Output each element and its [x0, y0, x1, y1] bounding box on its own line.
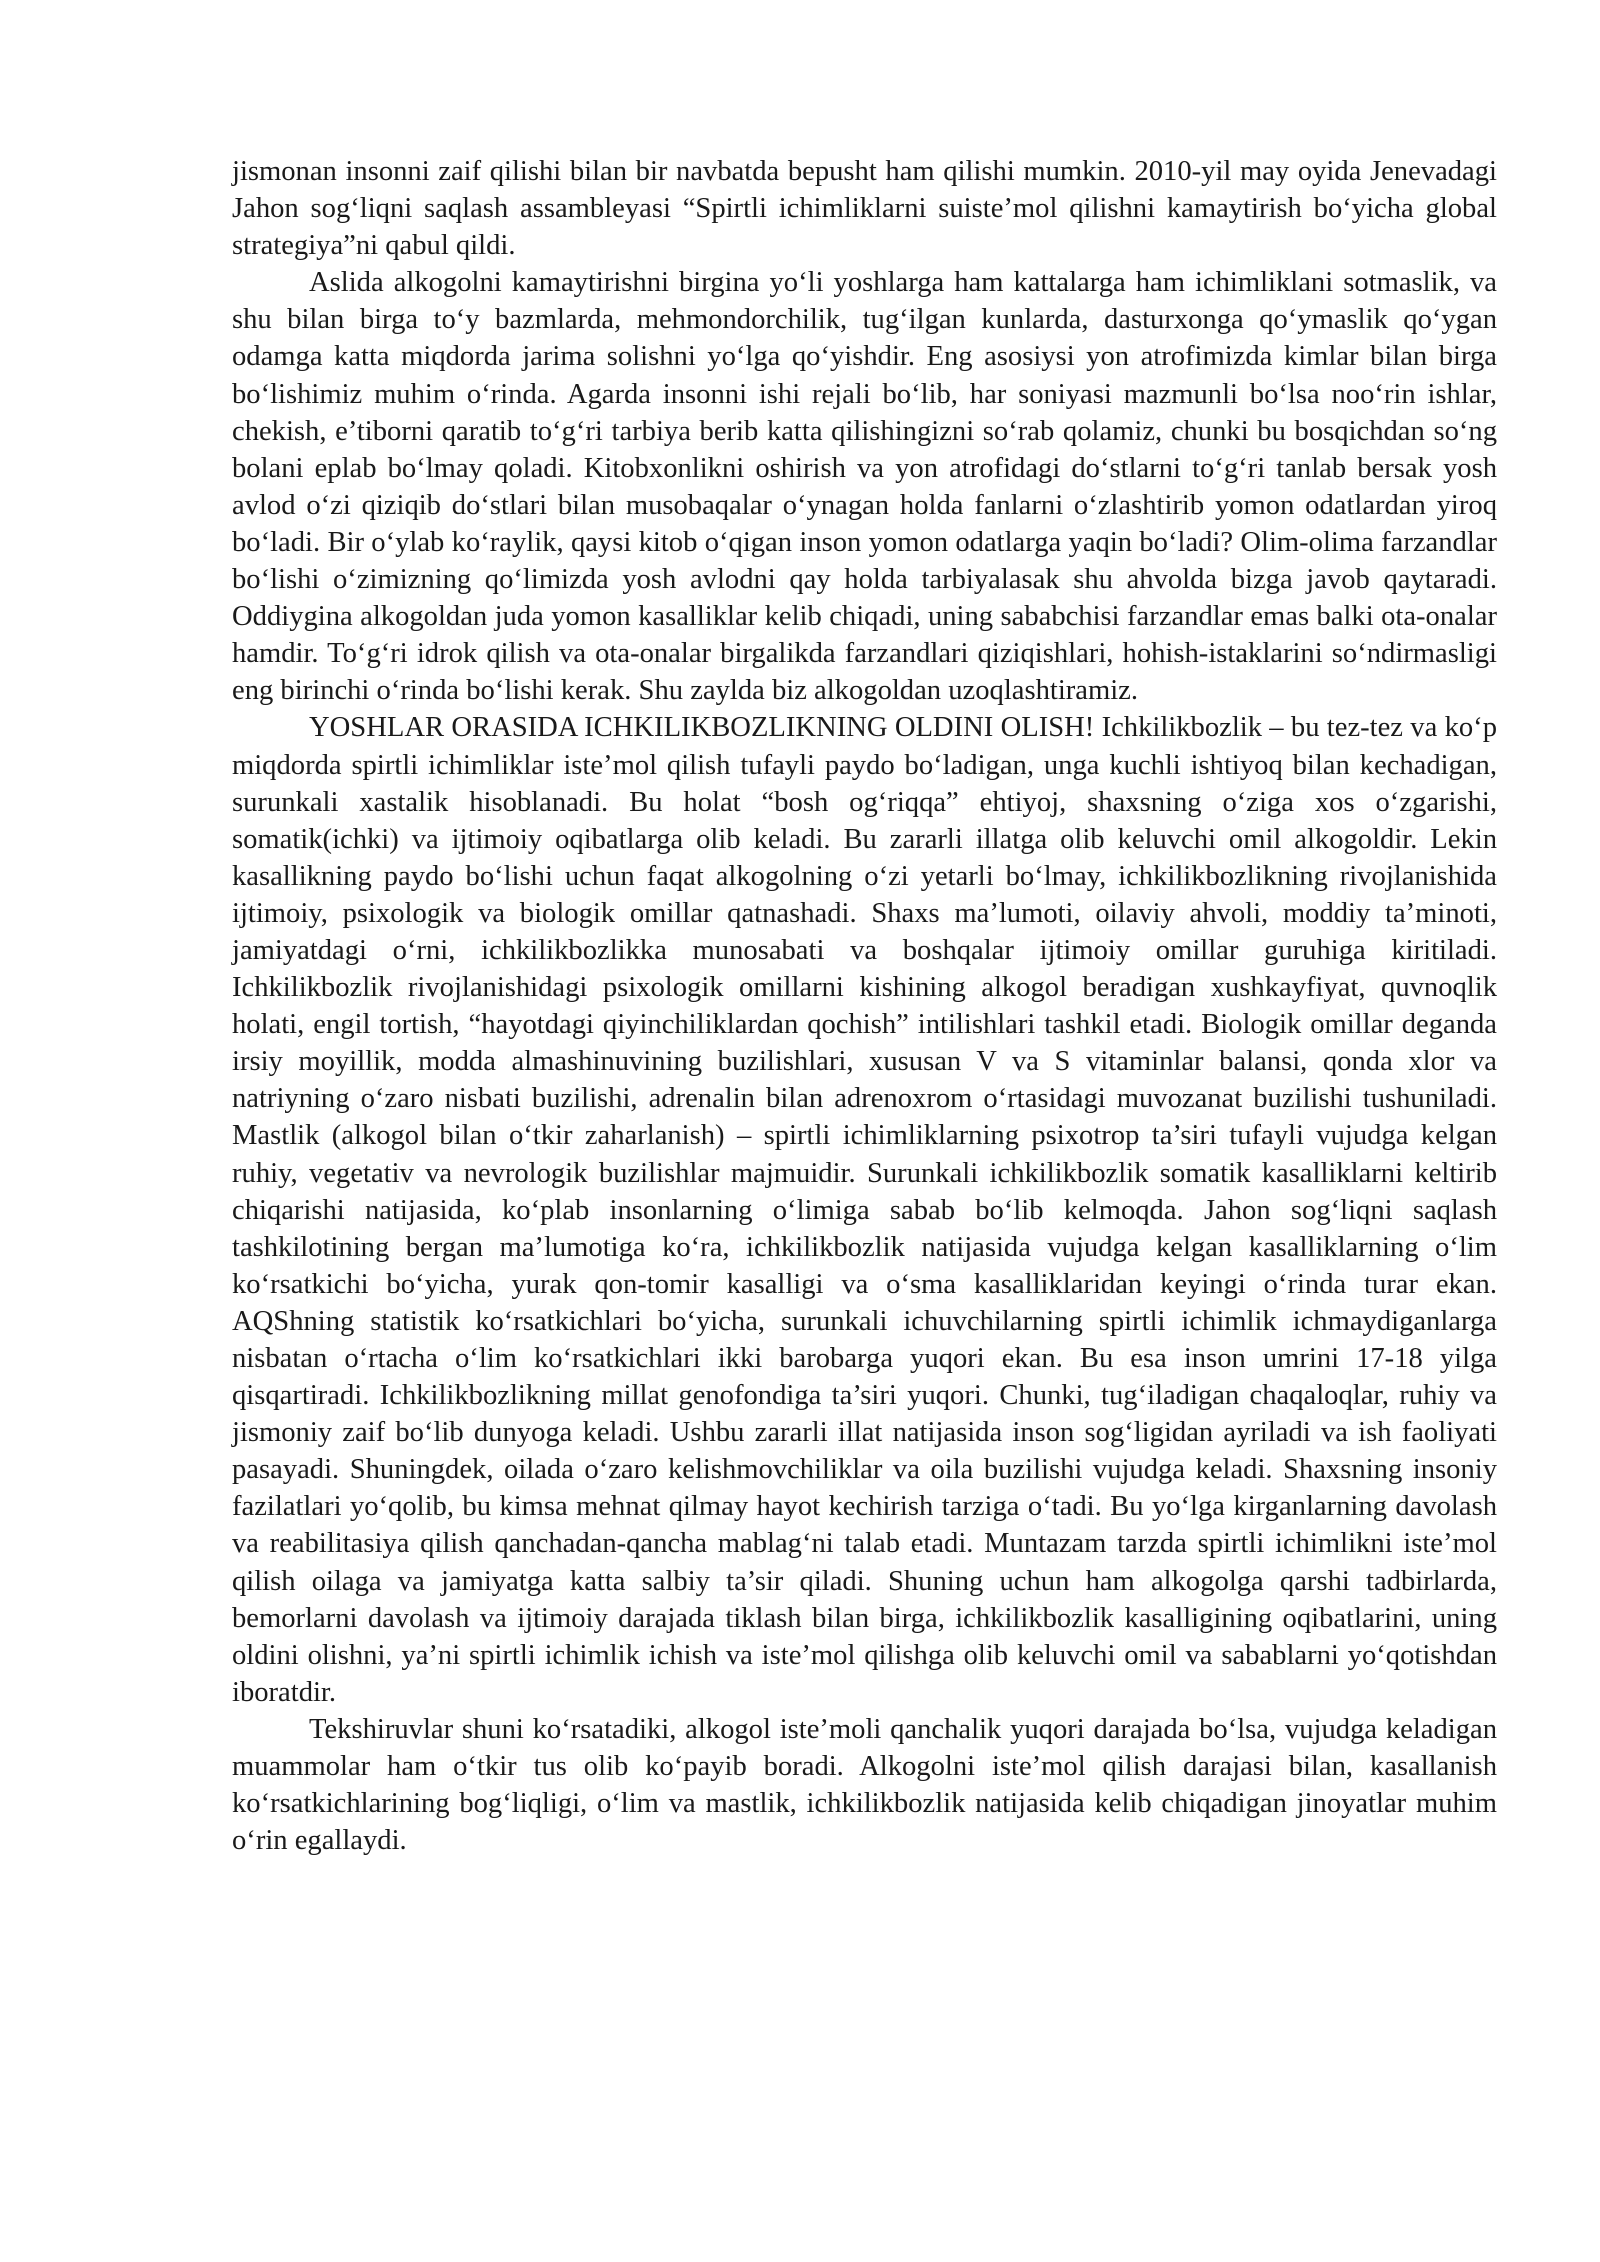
paragraph-reducing-alcohol: Aslida alkogolni kamaytirishni birgina yo‘li yoshlarga ham kattalarga ham ichimliklani sotmaslik, va shu bilan birga to‘y bazmlarda, mehmondorchilik, tug‘ilgan kunlarda, dasturxonga qo‘ymaslik qo‘ygan odamga katta miqdorda jarima solishni yo‘lga qo‘yishdir. Eng asosiysi yon atrofimizda kimlar bilan birga bo‘lishimiz muhim o‘rinda. Agarda insonni ishi rejali bo‘lib, har soniyasi mazmunli bo‘lsa noo‘rin ishlar, chekish, e’tiborni qaratib to‘g‘ri tarbiya berib katta qilishingizni so‘rab qolamiz, chunki bu bosqichdan so‘ng bolani eplab bo‘lmay qoladi. Kitobxonlikni oshirish va yon atrofidagi do‘stlarni to‘g‘ri tanlab bersak yosh avlod o‘zi qiziqib do‘stlari bilan musobaqalar o‘ynagan holda fanlarni o‘zlashtirib yomon odatlardan yiroq bo‘ladi. Bir o‘ylab ko‘raylik, qaysi kitob o‘qigan inson yomon odatlarga yaqin bo‘ladi? Olim-olima farzandlar bo‘lishi o‘zimizning qo‘limizda yosh avlodni qay holda tarbiyalasak shu ahvolda bizga javob qaytaradi. Oddiygina alkogoldan juda yomon kasalliklar kelib chiqadi, uning sababchisi farzandlar emas balki ota-onalar hamdir. To‘g‘ri idrok qilish va ota-onalar birgalikda farzandlari qiziqishlari, hohish-istaklarini so‘ndirmasligi eng birinchi o‘rinda bo‘lishi kerak. Shu zaylda biz alkogoldan uzoqlashtiramiz.	[232, 267, 1497, 707]
paragraph-research: Tekshiruvlar shuni ko‘rsatadiki, alkogol iste’moli qanchalik yuqori darajada bo‘lsa, vujudga keladigan muammolar ham o‘tkir tus olib ko‘payib boradi. Alkogolni iste’mol qilish darajasi bilan, kasallanish ko‘rsatkichlarining bog‘liqligi, o‘lim va mastlik, ichkilikbozlik natijasida kelib chiqadigan jinoyatlar muhim o‘rin egallaydi.	[232, 1713, 1497, 1857]
paragraph-continuation: jismonan insonni zaif qilishi bilan bir navbatda bepusht ham qilishi mumkin. 2010-yil may oyida Jenevadagi Jahon sog‘liqni saqlash assambleyasi “Spirtli ichimliklarni suiste’mol qilishni kamaytirish bo‘yicha global strategiya”ni qabul qildi.	[232, 156, 1497, 262]
document-page	[232, 153, 1497, 1859]
paragraph-prevention: YOSHLAR ORASIDA ICHKILIKBOZLIKNING OLDINI OLISH! Ichkilikbozlik – bu tez-tez va ko‘p miqdorda spirtli ichimliklar iste’mol qilish tufayli paydo bo‘ladigan, unga kuchli ishtiyoq bilan kechadigan, surunkali xastalik hisoblanadi. Bu holat “bosh og‘riqqa” ehtiyoj, shaxsning o‘ziga xos o‘zgarishi, somatik(ichki) va ijtimoiy oqibatlarga olib keladi. Bu zararli illatga olib keluvchi omil alkogoldir. Lekin kasallikning paydo bo‘lishi uchun faqat alkogolning o‘zi yetarli bo‘lmay, ichkilikbozlikning rivojlanishida ijtimoiy, psixologik va biologik omillar qatnashadi. Shaxs ma’lumoti, oilaviy ahvoli, moddiy ta’minoti, jamiyatdagi o‘rni, ichkilikbozlikka munosabati va boshqalar ijtimoiy omillar guruhiga kiritiladi. Ichkilikbozlik rivojlanishidagi psixologik omillarni kishining alkogol beradigan xushkayfiyat, quvnoqlik holati, engil tortish, “hayotdagi qiyinchiliklardan qochish” intilishlari tashkil etadi. Biologik omillar deganda irsiy moyillik, modda almashinuvining buzilishlari, xususan V va S vitaminlar balansi, qonda xlor va natriyning o‘zaro nisbati buzilishi, adrenalin bilan adrenoxrom o‘rtasidagi muvozanat buzilishi tushuniladi. Mastlik (alkogol bilan o‘tkir zaharlanish) – spirtli ichimliklarning psixotrop ta’siri tufayli vujudga kelgan ruhiy, vegetativ va nevrologik buzilishlar majmuidir. Surunkali ichkilikbozlik somatik kasalliklarni keltirib chiqarishi natijasida, ko‘plab insonlarning o‘limiga sabab bo‘lib kelmoqda. Jahon sog‘liqni saqlash tashkilotining bergan ma’lumotiga ko‘ra, ichkilikbozlik natijasida vujudga kelgan kasalliklarning o‘lim ko‘rsatkichi bo‘yicha, yurak qon-tomir kasalligi va o‘sma kasalliklaridan keyingi o‘rinda turar ekan. AQShning statistik ko‘rsatkichlari bo‘yicha, surunkali ichuvchilarning spirtli ichimlik ichmaydiganlarga nisbatan o‘rtacha o‘lim ko‘rsatkichlari ikki barobarga yuqori ekan. Bu esa inson umrini 17-18 yilga qisqartiradi. Ichkilikbozlikning millat genofondiga ta’siri yuqori. Chunki, tug‘iladigan chaqaloqlar, ruhiy va jismoniy zaif bo‘lib dunyoga keladi. Ushbu zararli illat natijasida inson sog‘ligidan ayriladi va ish faoliyati pasayadi. Shuningdek, oilada o‘zaro kelishmovchiliklar va oila buzilishi vujudga keladi. Shaxsning insoniy fazilatlari yo‘qolib, bu kimsa mehnat qilmay hayot kechirish tarziga o‘tadi. Bu yo‘lga kirganlarning davolash va reabilitasiya qilish qanchadan-qancha mablag‘ni talab etadi. Muntazam tarzda spirtli ichimlikni iste’mol qilish oilaga va jamiyatga katta salbiy ta’sir qiladi. Shuning uchun ham alkogolga qarshi tadbirlarda, bemorlarni davolash va ijtimoiy darajada tiklash bilan birga, ichkilikbozlik kasalligining oqibatlarini, uning oldini olishni, ya’ni spirtli ichimlik ichish va iste’mol qilishga olib keluvchi omil va sabablarni yo‘qotishdan iboratdir.	[232, 712, 1497, 1708]
